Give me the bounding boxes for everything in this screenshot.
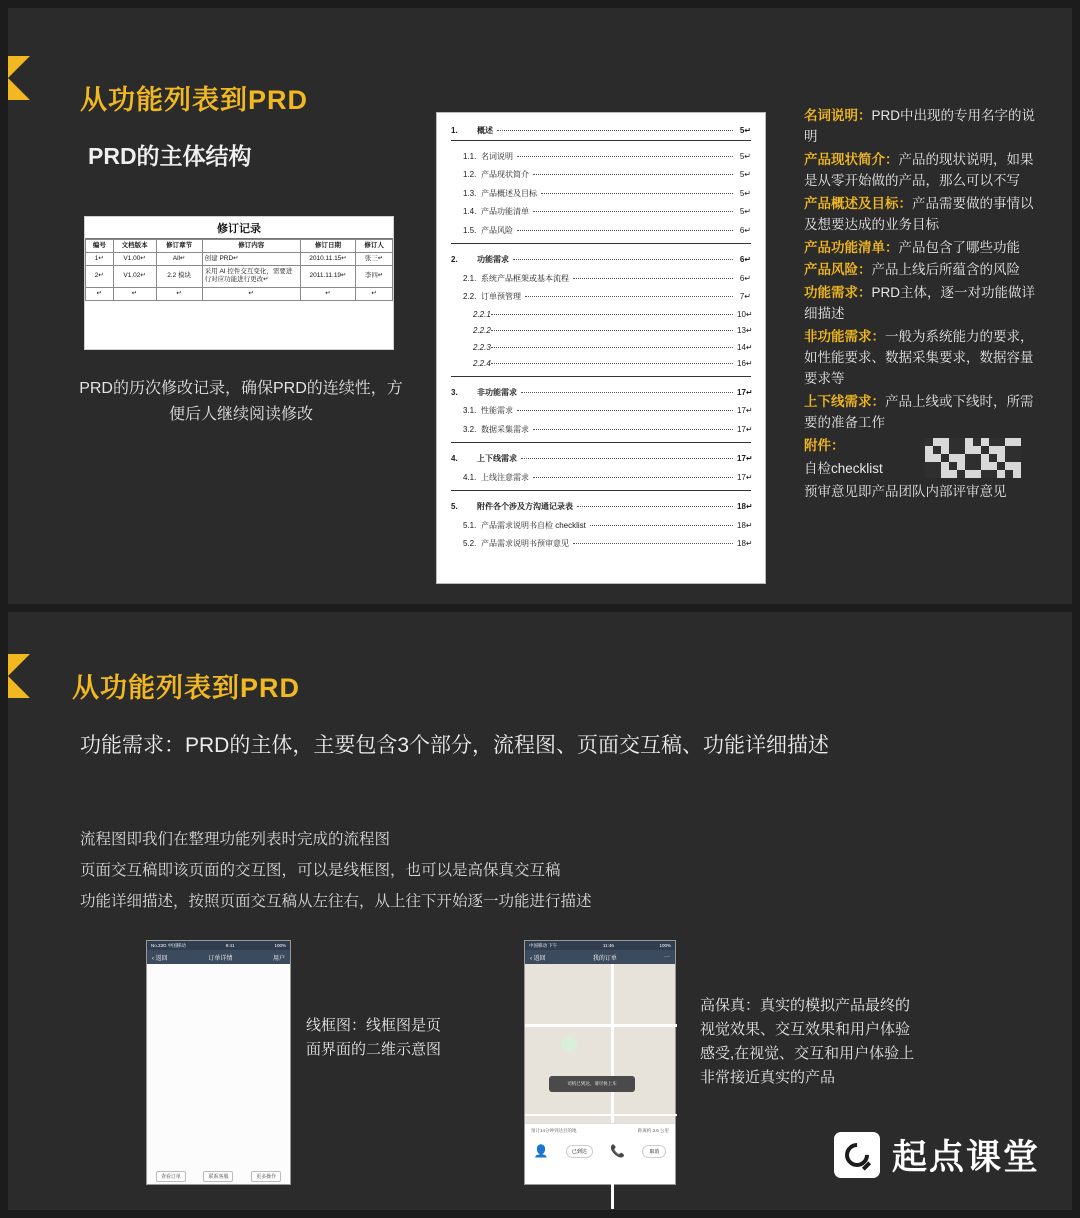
- toc-dots: [517, 156, 733, 157]
- col-author: 修订人: [356, 240, 393, 253]
- slide-2-lead: 功能需求：PRD的主体，主要包含3个部分，流程图、页面交互稿、功能详细描述: [80, 734, 830, 757]
- phone-nav-bar: [147, 950, 290, 964]
- cell: ↵: [202, 287, 300, 300]
- map-road: [525, 1114, 677, 1116]
- toc-page: 17↵: [737, 387, 753, 397]
- annotation-label: 产品功能清单：: [804, 239, 899, 255]
- phone-status-bar: [525, 941, 675, 950]
- toc-line: [451, 169, 751, 180]
- toc-text: 产品现状简介: [481, 170, 529, 179]
- toc-line: [451, 273, 751, 284]
- annotation-label: 功能需求：: [804, 285, 872, 301]
- toc-page: 14↵: [737, 342, 753, 352]
- toc-number: 5.1.: [463, 520, 477, 530]
- toc-text: 产品需求说明书预审意见: [481, 539, 569, 548]
- annotation-label: 产品现状简介：: [804, 151, 899, 167]
- toc-line: [451, 501, 751, 512]
- annotation-item: [804, 459, 1044, 480]
- toc-page: 18↵: [737, 502, 753, 511]
- map-view[interactable]: [525, 964, 675, 1184]
- slide-1-title: 从功能列表到PRD: [80, 85, 309, 115]
- cell: 采用 AI 控件交互变化，需要进行对应功能进行更改↵: [202, 266, 300, 287]
- toc-number: 2.1.: [463, 273, 477, 283]
- prd-toc-preview: [436, 112, 766, 584]
- annotation-text: PRD中出现的专用名字的说明: [804, 108, 1036, 144]
- toc-number: 2.: [451, 255, 458, 264]
- phone-nav-bar: [525, 950, 675, 964]
- toc-line: [451, 254, 751, 265]
- status-time: 9:41: [225, 943, 235, 948]
- toc-line: [451, 424, 751, 435]
- toc-dots: [533, 429, 733, 430]
- toc-page: 5↵: [739, 188, 751, 198]
- toc-page: 13↵: [737, 326, 753, 335]
- map-bubble: 司机已到达，请尽快上车: [549, 1076, 635, 1092]
- annotation-text: 产品需要做的事情以及想要达成的业务目标: [804, 195, 1034, 232]
- ride-info-row: [525, 1124, 675, 1138]
- toc-number: 2.2.3: [473, 342, 491, 352]
- toc-number: 1.1.: [463, 151, 477, 161]
- toc-text: 概述: [477, 126, 493, 135]
- status-battery: 100%: [659, 943, 671, 948]
- more-icon[interactable]: ···: [664, 954, 670, 960]
- annotation-text: 产品上线后所蕴含的风险: [871, 262, 1020, 278]
- toc-line: [451, 538, 751, 549]
- toc-page: 6↵: [739, 225, 751, 235]
- toc-page: 18↵: [737, 520, 753, 530]
- slide-1-subtitle: PRD的主体结构: [88, 143, 252, 169]
- toc-number: 4.: [451, 454, 458, 463]
- toc-number: 4.1.: [463, 472, 477, 482]
- toc-divider: [451, 490, 751, 491]
- user-icon[interactable]: 用户: [272, 955, 285, 962]
- action-button[interactable]: 查看订单: [156, 1171, 186, 1182]
- col-date: 修订日期: [300, 240, 355, 253]
- toc-text: 名词说明: [481, 151, 513, 161]
- back-icon[interactable]: ‹ 返回: [530, 955, 546, 962]
- cell: 2.2 模块: [156, 266, 202, 287]
- phone-bottom-actions: [147, 1168, 290, 1184]
- toc-dots: [517, 230, 733, 231]
- toc-number: 3.1.: [463, 406, 477, 415]
- phone-nav-title: 订单详情: [208, 955, 233, 962]
- ride-info-card: [525, 1123, 675, 1184]
- revision-table: [85, 239, 393, 301]
- toc-line: [451, 326, 751, 335]
- brand-logo: [834, 1130, 1040, 1180]
- toc-dots: [590, 525, 733, 526]
- toc-line: [451, 343, 751, 352]
- toc-line: [451, 225, 751, 236]
- annotation-label: 产品概述及目标：: [804, 195, 912, 211]
- table-header-row: [86, 240, 393, 253]
- table-row: [86, 287, 393, 300]
- annotation-text: 一般为系统能力的要求，如性能要求、数据采集要求，数据容量要求等: [804, 329, 1034, 387]
- logo-mark-icon: [834, 1132, 880, 1178]
- toc-number: 3.: [451, 387, 458, 397]
- toc-line: [451, 188, 751, 199]
- toc-line: [451, 359, 751, 368]
- action-button[interactable]: 更多操作: [251, 1171, 281, 1182]
- arrived-badge: 已到达: [566, 1145, 593, 1158]
- cell: 李四↵: [356, 266, 393, 287]
- toc-dots: [573, 278, 733, 279]
- toc-page: 17↵: [737, 406, 753, 415]
- wireframe-phone-mockup: [146, 940, 291, 1185]
- annotation-label: 名词说明：: [804, 108, 872, 123]
- toc-divider: [451, 243, 751, 244]
- toc-dots: [533, 477, 733, 478]
- toc-page: 5↵: [739, 151, 751, 161]
- toc-text: 产品概述及目标: [481, 188, 537, 198]
- corner-flag-icon: [8, 654, 30, 698]
- revision-table-caption: 修订记录: [85, 217, 393, 239]
- cell: 张三↵: [356, 253, 393, 266]
- action-button[interactable]: 联系客服: [203, 1171, 233, 1182]
- toc-text: 订单预管理: [481, 292, 521, 301]
- toc-number: 1.: [451, 126, 458, 135]
- avatar-icon[interactable]: 👤: [533, 1144, 549, 1158]
- cell: ↵: [113, 287, 156, 300]
- toc-number: 1.4.: [463, 207, 477, 216]
- toc-dots: [573, 543, 733, 544]
- toc-number: 1.3.: [463, 188, 477, 198]
- toc-text: 非功能需求: [477, 387, 517, 397]
- toc-dots: [541, 193, 733, 194]
- cell: 1↵: [86, 253, 114, 266]
- status-carrier: No.23G 中国移动: [151, 942, 186, 948]
- toc-number: 1.5.: [463, 225, 477, 235]
- toc-line: [451, 310, 751, 319]
- toc-dots: [513, 259, 733, 260]
- toc-number: 5.2.: [463, 539, 477, 548]
- cell: ↵: [300, 287, 355, 300]
- cancel-button[interactable]: 取消: [642, 1145, 666, 1158]
- toc-dots: [577, 506, 733, 507]
- annotation-label: 非功能需求：: [804, 329, 885, 345]
- toc-divider: [451, 442, 751, 443]
- ride-action-row: [525, 1138, 675, 1158]
- toc-page: 17↵: [737, 454, 753, 463]
- toc-divider: [451, 376, 751, 377]
- toc-divider: [451, 140, 751, 141]
- hifi-phone-mockup: [524, 940, 676, 1185]
- cell: ↵: [156, 287, 202, 300]
- slide-2-subline: 页面交互稿即该页面的交互图，可以是线框图，也可以是高保真交互稿: [80, 862, 561, 879]
- toc-page: 18↵: [737, 539, 753, 548]
- toc-line: [451, 125, 751, 136]
- toc-text: 系统产品框架或基本流程: [481, 273, 569, 283]
- toc-line: [451, 405, 751, 416]
- toc-dots: [521, 458, 733, 459]
- toc-text: 功能需求: [477, 255, 509, 264]
- toc-dots: [525, 296, 733, 297]
- annotation-item: [804, 436, 1044, 457]
- toc-text: 性能需求: [481, 406, 513, 415]
- toc-line-list: [451, 125, 751, 549]
- annotation-text: 产品的现状说明，如果是从零开始做的产品，那么可以不写: [804, 151, 1034, 188]
- toc-page: 16↵: [737, 359, 753, 368]
- toc-text: 附件各个涉及方沟通记录表: [477, 502, 573, 511]
- cell: ↵: [356, 287, 393, 300]
- toc-dots: [533, 174, 733, 175]
- cell: V1.00↵: [113, 253, 156, 266]
- cell: V1.02↵: [113, 266, 156, 287]
- phone-status-bar: [147, 941, 290, 950]
- slide-2-subline: 功能详细描述，按照页面交互稿从左往右，从上往下开始逐一功能进行描述: [80, 893, 592, 910]
- toc-text: 上下线需求: [477, 454, 517, 463]
- toc-page: 5↵: [739, 126, 751, 135]
- toc-number: 3.2.: [463, 424, 477, 434]
- toc-line: [451, 453, 751, 464]
- toc-dots: [517, 410, 733, 411]
- toc-text: 产品风险: [481, 225, 513, 235]
- cell: 2011.11.19↵: [300, 266, 355, 287]
- table-row: [86, 253, 393, 266]
- toc-number: 1.2.: [463, 170, 477, 179]
- toc-dots: [491, 347, 733, 348]
- annotation-label: 附件：: [804, 437, 845, 453]
- col-no: 编号: [86, 240, 114, 253]
- cell: All↵: [156, 253, 202, 266]
- cell: 2010.11.15↵: [300, 253, 355, 266]
- annotation-item: [804, 194, 1044, 236]
- slide-2-sublines: [80, 824, 980, 917]
- cell: 创建 PRD↵: [202, 253, 300, 266]
- annotation-item: [804, 327, 1044, 390]
- toc-line: [451, 151, 751, 162]
- annotation-text: PRD主体，逐一对功能做详细描述: [804, 285, 1036, 322]
- toc-page: 6↵: [739, 273, 751, 283]
- map-road: [525, 1024, 677, 1027]
- revision-note: PRD的历次修改记录，确保PRD的连续性，方便后人继续阅读修改: [79, 380, 403, 424]
- hifi-caption: 高保真：真实的模拟产品最终的视觉效果、交互效果和用户体验感受,在视觉、交互和用户体验上非常接近真实的产品: [700, 997, 915, 1086]
- back-icon[interactable]: ‹ 返回: [152, 955, 168, 962]
- toc-line: [451, 520, 751, 531]
- wireframe-caption: 线框图：线框图是页面界面的二维示意图: [306, 1017, 442, 1058]
- annotation-item: [804, 283, 1044, 325]
- toc-number: 5.: [451, 502, 458, 511]
- col-content: 修订内容: [202, 240, 300, 253]
- toc-number: 2.2.4: [473, 359, 491, 368]
- annotation-text: 产品上线或下线时，所需要的准备工作: [804, 393, 1034, 430]
- toc-dots: [491, 363, 733, 364]
- status-carrier: 中国移动 下午: [529, 942, 558, 948]
- slide-1: [8, 8, 1072, 604]
- toc-dots: [491, 314, 733, 315]
- logo-text: 起点课堂: [891, 1138, 1040, 1177]
- toc-page: 5↵: [739, 207, 751, 216]
- distance-text: 距离约 3.6 公里: [637, 1128, 669, 1133]
- toc-line: [451, 206, 751, 217]
- cell: ↵: [86, 287, 114, 300]
- annotation-label: 产品风险：: [804, 262, 872, 278]
- status-time: 11:46: [602, 943, 614, 948]
- toc-text: 上线注意需求: [481, 472, 529, 482]
- corner-flag-icon: [8, 56, 30, 100]
- annotation-item: [804, 150, 1044, 192]
- revision-table-image: [84, 216, 394, 350]
- toc-line: [451, 387, 751, 398]
- toc-dots: [491, 330, 733, 331]
- annotation-text: 预审意见即产品团队内部评审意见: [804, 483, 1007, 499]
- toc-page: 5↵: [739, 170, 751, 179]
- slide-2-subline: 流程图即我们在整理功能列表时完成的流程图: [80, 831, 391, 848]
- annotation-item: [804, 106, 1044, 148]
- status-battery: 100%: [274, 943, 286, 948]
- toc-dots: [521, 392, 733, 393]
- col-section: 修订章节: [156, 240, 202, 253]
- toc-text: 产品需求说明书自检 checklist: [481, 520, 586, 530]
- annotation-list: [804, 106, 1044, 505]
- toc-page: 7↵: [739, 292, 751, 301]
- toc-page: 17↵: [737, 472, 753, 482]
- annotation-item: [804, 482, 1044, 503]
- toc-page: 10↵: [737, 309, 753, 319]
- toc-dots: [533, 211, 733, 212]
- annotation-item: [804, 238, 1044, 259]
- toc-line: [451, 472, 751, 483]
- toc-number: 2.2.2: [473, 326, 491, 335]
- phone-nav-title: 我的订单: [592, 955, 617, 962]
- toc-text: 产品功能清单: [481, 207, 529, 216]
- annotation-item: [804, 392, 1044, 434]
- annotation-text: 产品包含了哪些功能: [898, 239, 1020, 255]
- toc-number: 2.2.1: [473, 309, 491, 319]
- cell: 2↵: [86, 266, 114, 287]
- toc-text: 数据采集需求: [481, 424, 529, 434]
- eta-text: 预计14分钟到达目的地: [531, 1128, 577, 1133]
- annotation-label: 上下线需求：: [804, 393, 885, 409]
- map-marker-icon: [561, 1036, 577, 1052]
- slide-2-title: 从功能列表到PRD: [72, 673, 301, 703]
- phone-content-area: [147, 964, 290, 1184]
- toc-page: 6↵: [739, 255, 751, 264]
- phone-call-icon[interactable]: 📞: [610, 1144, 626, 1158]
- annotation-text: 自检checklist: [804, 460, 883, 476]
- table-row: [86, 266, 393, 287]
- col-version: 文档版本: [113, 240, 156, 253]
- annotation-item: [804, 260, 1044, 281]
- toc-line: [451, 291, 751, 302]
- toc-number: 2.2.: [463, 292, 477, 301]
- toc-page: 17↵: [737, 424, 753, 434]
- toc-dots: [497, 130, 733, 131]
